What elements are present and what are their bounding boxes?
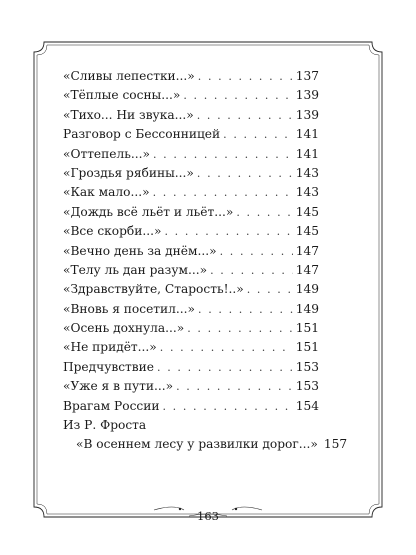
toc-entry-title: Врагам России bbox=[63, 398, 160, 413]
toc-entry-page: 153 bbox=[295, 359, 319, 374]
toc-entry-page: 157 bbox=[323, 437, 348, 452]
toc-entry bbox=[63, 261, 319, 280]
dot-leader bbox=[236, 203, 292, 222]
dot-leader bbox=[164, 222, 292, 241]
table-of-contents bbox=[63, 67, 348, 455]
dot-leader bbox=[162, 397, 292, 416]
toc-entry-title: «В осеннем лесу у развилки дорог...» bbox=[76, 437, 318, 452]
toc-entry-title: «Тихо... Ни звука...» bbox=[63, 107, 194, 122]
dot-leader bbox=[157, 358, 293, 377]
dot-leader bbox=[176, 377, 293, 396]
toc-entry-title: «Оттепель...» bbox=[63, 146, 150, 161]
toc-entry-title: «Как мало...» bbox=[63, 185, 150, 200]
dot-leader bbox=[197, 164, 293, 183]
toc-entry-title: «Не придёт...» bbox=[63, 340, 157, 355]
toc-entry-title: «Сливы лепестки...» bbox=[63, 69, 195, 83]
toc-entry bbox=[63, 222, 319, 241]
page-number: 163 bbox=[197, 509, 219, 523]
toc-entry-title: «Здравствуйте, Старость!..» bbox=[63, 282, 244, 297]
toc-entry-title: Разговор с Бессонницей bbox=[63, 127, 221, 142]
dot-leader bbox=[210, 261, 293, 280]
toc-entry bbox=[63, 300, 319, 319]
toc-entry bbox=[63, 280, 319, 299]
toc-entry bbox=[63, 106, 319, 125]
toc-entry-title: «Телу ль дан разум...» bbox=[63, 262, 208, 277]
toc-entry-page: 139 bbox=[295, 107, 319, 122]
toc-entry-title: «Вечно день за днём...» bbox=[63, 243, 217, 258]
toc-entry bbox=[63, 145, 319, 164]
toc-entry-page: 149 bbox=[295, 301, 319, 316]
dot-leader bbox=[153, 183, 293, 202]
toc-entry-page: 151 bbox=[295, 321, 319, 336]
dot-leader bbox=[153, 145, 293, 164]
toc-entry-title: «Осень дохнула...» bbox=[63, 321, 185, 336]
toc-entry-title: «Гроздья рябины...» bbox=[63, 165, 194, 180]
dot-leader bbox=[198, 67, 293, 86]
toc-entry-page: 143 bbox=[295, 165, 319, 180]
toc-entry-page: 149 bbox=[295, 282, 319, 297]
dot-leader bbox=[247, 280, 293, 299]
toc-entry bbox=[63, 435, 348, 454]
dot-leader bbox=[220, 242, 293, 261]
toc-entry bbox=[63, 183, 319, 202]
toc-section-heading-title: Из Р. Фроста bbox=[63, 418, 147, 433]
toc-section-heading bbox=[63, 416, 319, 435]
toc-entry-page: 143 bbox=[295, 185, 319, 200]
toc-entry bbox=[63, 86, 319, 105]
toc-entry-page: 141 bbox=[295, 146, 319, 161]
toc-entry-page: 145 bbox=[295, 224, 319, 239]
toc-entry bbox=[63, 319, 319, 338]
toc-entry-title: «Дождь всё льёт и льёт...» bbox=[63, 204, 234, 219]
toc-entry-page: 137 bbox=[295, 69, 319, 83]
toc-entry-title: «Уже я в пути...» bbox=[63, 379, 174, 394]
toc-entry-page: 151 bbox=[295, 340, 319, 355]
toc-entry-page: 141 bbox=[295, 127, 319, 142]
dot-leader bbox=[183, 86, 292, 105]
toc-entry-title: «Вновь я посетил...» bbox=[63, 301, 195, 316]
toc-entry bbox=[63, 358, 319, 377]
toc-entry bbox=[63, 338, 319, 357]
toc-entry bbox=[63, 397, 319, 416]
dot-leader bbox=[160, 338, 293, 357]
toc-entry-page: 139 bbox=[295, 88, 319, 103]
toc-entry-page: 153 bbox=[295, 379, 319, 394]
dot-leader bbox=[223, 125, 293, 144]
toc-entry bbox=[63, 125, 319, 144]
toc-entry-title: «Все скорби...» bbox=[63, 224, 162, 239]
toc-entry bbox=[63, 242, 319, 261]
dot-leader bbox=[197, 106, 293, 125]
toc-entry-page: 147 bbox=[295, 262, 319, 277]
toc-entry-page: 154 bbox=[295, 398, 319, 413]
dot-leader bbox=[187, 319, 293, 338]
toc-entry bbox=[63, 67, 319, 86]
toc-entry-title: Предчувствие bbox=[63, 359, 155, 374]
toc-entry bbox=[63, 377, 319, 396]
dot-leader bbox=[198, 300, 293, 319]
toc-entry bbox=[63, 203, 319, 222]
toc-entry-page: 147 bbox=[295, 243, 319, 258]
toc-entry-page: 145 bbox=[295, 204, 319, 219]
toc-entry bbox=[63, 164, 319, 183]
toc-entry-title: «Тёплые сосны...» bbox=[63, 88, 181, 103]
